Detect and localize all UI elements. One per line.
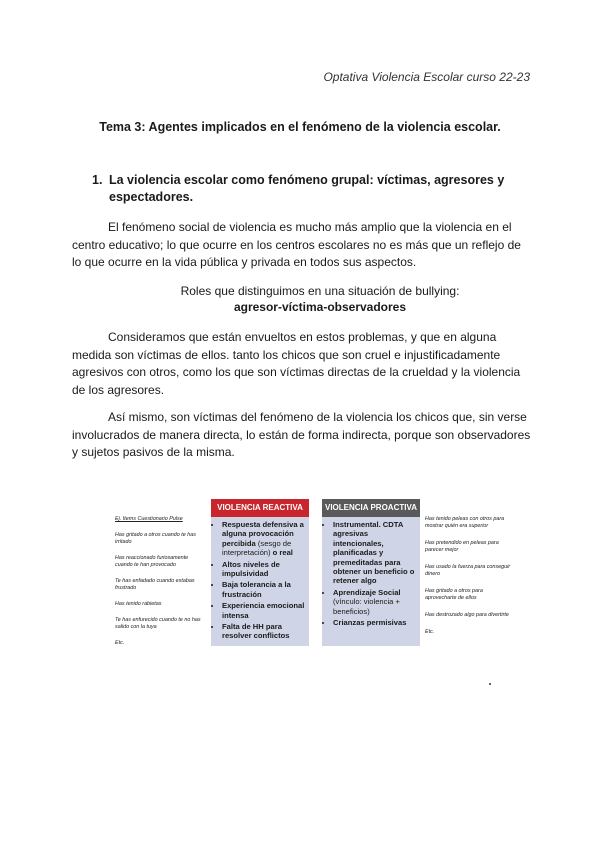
reactive-item: • Baja tolerancia a la frustración	[222, 580, 309, 599]
proactive-violence-box	[322, 499, 420, 646]
right-note-item: Has usado la fuerza para conseguir dinero	[425, 564, 511, 577]
reactive-item-normal: (sesgo de interpretación)	[222, 538, 292, 558]
paragraph-2-text: Consideramos que están envueltos en estos problemas, y que en alguna medida son víctimas de ellos. tanto los chicos que son cruel e injustificadamente agresivos con otros, como los que son víctimas directas de la crueldad y la violencia de los agresores.	[72, 330, 521, 397]
proactive-header: VIOLENCIA PROACTIVA	[322, 499, 420, 517]
left-note-item: Has reaccionado furiosamente cuando te han provocado	[115, 555, 189, 568]
reactive-item: • Altos niveles de impulsividad	[222, 560, 309, 579]
proactive-item: • Crianzas permisivas	[333, 618, 420, 627]
paragraph-1	[72, 219, 532, 272]
reactive-item: • Experiencia emocional intensa	[222, 601, 309, 620]
reactive-violence-box	[211, 499, 309, 646]
figure-right-notes	[425, 516, 515, 646]
reactive-item-bold: Respuesta defensiva a alguna provocación percibida	[222, 520, 304, 548]
figure-speck	[489, 683, 491, 685]
paragraph-3	[72, 409, 532, 462]
reactive-item-tail: o real	[270, 548, 293, 558]
paragraph-1-text: El fenómeno social de violencia es mucho más amplio que la violencia en el centro educativo; lo que ocurre en los centros escolares no es más que un reflejo de lo que ocurre en la vida pública y privada en todos sus aspectos.	[72, 220, 521, 269]
proactive-item-bold: Aprendizaje Social	[333, 587, 401, 597]
section-heading	[92, 172, 532, 206]
reactive-item	[222, 520, 309, 558]
paragraph-3-text: Así mismo, son víctimas del fenómeno de la violencia los chicos que, sin verse involucrados de manera directa, lo están de forma indirecta, porque son observadores y sujetos pasivos de la misma.	[72, 410, 531, 459]
right-note-item: Has destrozado algo para divertirte	[425, 612, 509, 618]
left-note-item: Has tenido rabietas	[115, 601, 162, 607]
paragraph-2	[72, 329, 532, 399]
proactive-item-normal: (vínculo: violencia + beneficios)	[333, 597, 400, 616]
reactive-list	[211, 520, 309, 641]
right-note-item: Has pretendido en peleas para parecer mejor	[425, 540, 499, 553]
proactive-list	[322, 520, 420, 627]
reactive-item: • Falta de HH para resolver conflictos	[222, 622, 309, 641]
proactive-item	[333, 588, 420, 616]
roles-caption	[0, 283, 600, 315]
proactive-item: • Instrumental. CDTA agresivas intencionales, planificadas y premeditadas para obtener un beneficio o retener algo	[333, 520, 420, 586]
roles-line-1: Roles que distinguimos en una situación de bullying:	[180, 284, 460, 298]
left-note-item: Te has enfadado cuando estabas frustrado	[115, 578, 195, 591]
document-header: Optativa Violencia Escolar curso 22-23	[323, 70, 530, 84]
left-note-item: Has gritado a otros cuando te has irritado	[115, 532, 196, 545]
section-number: 1.	[92, 173, 103, 187]
left-note-item: Te has enfurecido cuando te no has salido con la tuya	[115, 617, 201, 630]
reactive-header: VIOLENCIA REACTIVA	[211, 499, 309, 517]
left-notes-title: Ej. Items Cuestionario Pulse	[115, 516, 183, 522]
right-note-item: Etc.	[425, 629, 435, 635]
roles-line-2: agresor-víctima-observadores	[233, 300, 407, 314]
left-note-item: Etc.	[115, 640, 125, 646]
page-title: Tema 3: Agentes implicados en el fenómeno de la violencia escolar.	[99, 120, 501, 134]
figure-left-notes	[115, 516, 205, 656]
right-note-item: Has gritado a otros para aprovecharte de ellos	[425, 588, 483, 601]
section-title: La violencia escolar como fenómeno grupal: víctimas, agresores y espectadores.	[109, 173, 505, 204]
right-note-item: Has tenido peleas con otros para mostrar quién era superior	[425, 516, 505, 529]
